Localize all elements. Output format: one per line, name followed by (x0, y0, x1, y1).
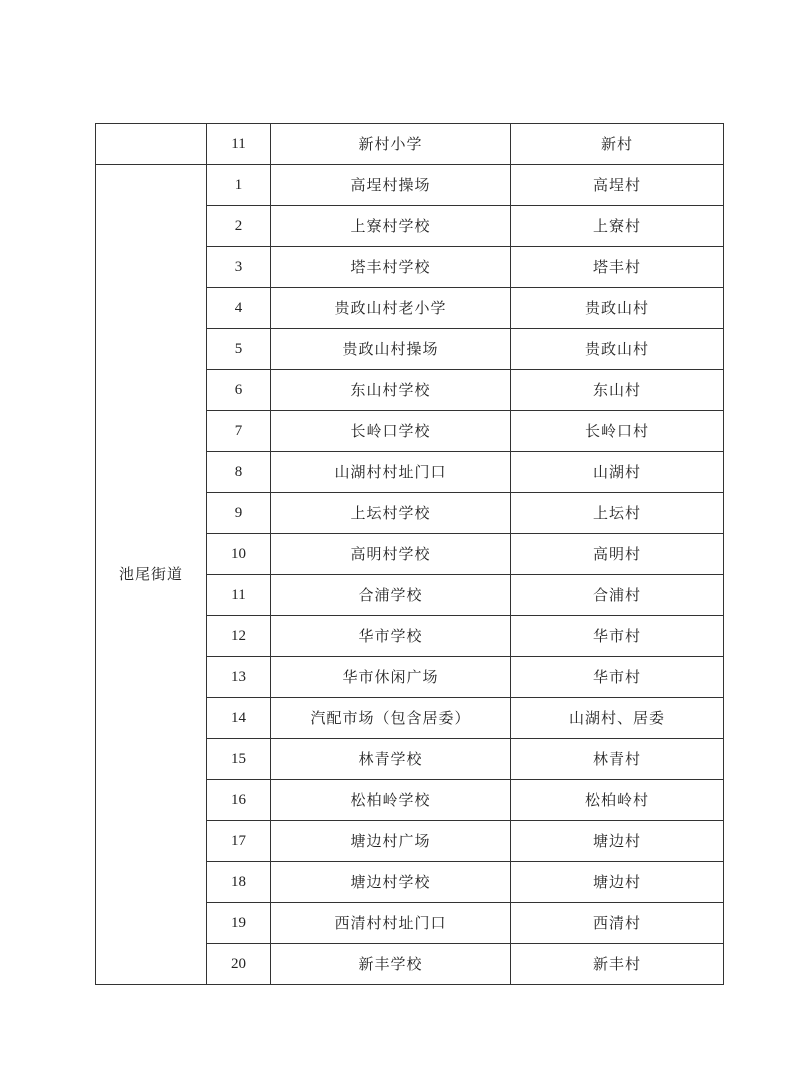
row-number: 12 (207, 616, 271, 657)
site-name: 松柏岭学校 (271, 780, 511, 821)
village-name: 上坛村 (511, 493, 724, 534)
row-number: 7 (207, 411, 271, 452)
village-name: 长岭口村 (511, 411, 724, 452)
site-name: 贵政山村老小学 (271, 288, 511, 329)
site-name: 塔丰村学校 (271, 247, 511, 288)
village-name: 东山村 (511, 370, 724, 411)
site-name: 新丰学校 (271, 944, 511, 985)
village-name: 华市村 (511, 657, 724, 698)
row-number: 18 (207, 862, 271, 903)
district-cell-continued (96, 124, 207, 165)
site-name: 上寮村学校 (271, 206, 511, 247)
site-name: 合浦学校 (271, 575, 511, 616)
row-number: 19 (207, 903, 271, 944)
village-name: 松柏岭村 (511, 780, 724, 821)
village-name: 山湖村、居委 (511, 698, 724, 739)
row-number: 14 (207, 698, 271, 739)
row-number: 11 (207, 575, 271, 616)
site-name: 上坛村学校 (271, 493, 511, 534)
sites-table-body (96, 124, 724, 985)
village-name: 林青村 (511, 739, 724, 780)
row-number: 16 (207, 780, 271, 821)
village-name: 新村 (511, 124, 724, 165)
row-number: 13 (207, 657, 271, 698)
table-row (96, 165, 724, 206)
site-name: 高埕村操场 (271, 165, 511, 206)
site-name: 林青学校 (271, 739, 511, 780)
row-number: 11 (207, 124, 271, 165)
village-name: 上寮村 (511, 206, 724, 247)
site-name: 东山村学校 (271, 370, 511, 411)
village-name: 高明村 (511, 534, 724, 575)
row-number: 4 (207, 288, 271, 329)
site-name: 华市休闲广场 (271, 657, 511, 698)
village-name: 塔丰村 (511, 247, 724, 288)
village-name: 合浦村 (511, 575, 724, 616)
village-name: 新丰村 (511, 944, 724, 985)
site-name: 华市学校 (271, 616, 511, 657)
row-number: 6 (207, 370, 271, 411)
village-name: 华市村 (511, 616, 724, 657)
row-number: 20 (207, 944, 271, 985)
village-name: 塘边村 (511, 821, 724, 862)
row-number: 2 (207, 206, 271, 247)
row-number: 3 (207, 247, 271, 288)
village-name: 西清村 (511, 903, 724, 944)
village-name: 山湖村 (511, 452, 724, 493)
row-number: 17 (207, 821, 271, 862)
row-number: 8 (207, 452, 271, 493)
row-number: 10 (207, 534, 271, 575)
row-number: 9 (207, 493, 271, 534)
district-name: 池尾街道 (96, 165, 207, 985)
table-row-continued (96, 124, 724, 165)
site-name: 塘边村学校 (271, 862, 511, 903)
site-name: 西清村村址门口 (271, 903, 511, 944)
row-number: 5 (207, 329, 271, 370)
site-name: 山湖村村址门口 (271, 452, 511, 493)
row-number: 1 (207, 165, 271, 206)
row-number: 15 (207, 739, 271, 780)
site-name: 高明村学校 (271, 534, 511, 575)
sites-table (95, 123, 724, 985)
site-name: 新村小学 (271, 124, 511, 165)
site-name: 贵政山村操场 (271, 329, 511, 370)
village-name: 贵政山村 (511, 288, 724, 329)
site-name: 长岭口学校 (271, 411, 511, 452)
village-name: 塘边村 (511, 862, 724, 903)
village-name: 贵政山村 (511, 329, 724, 370)
site-name: 汽配市场（包含居委） (271, 698, 511, 739)
village-name: 高埕村 (511, 165, 724, 206)
site-name: 塘边村广场 (271, 821, 511, 862)
